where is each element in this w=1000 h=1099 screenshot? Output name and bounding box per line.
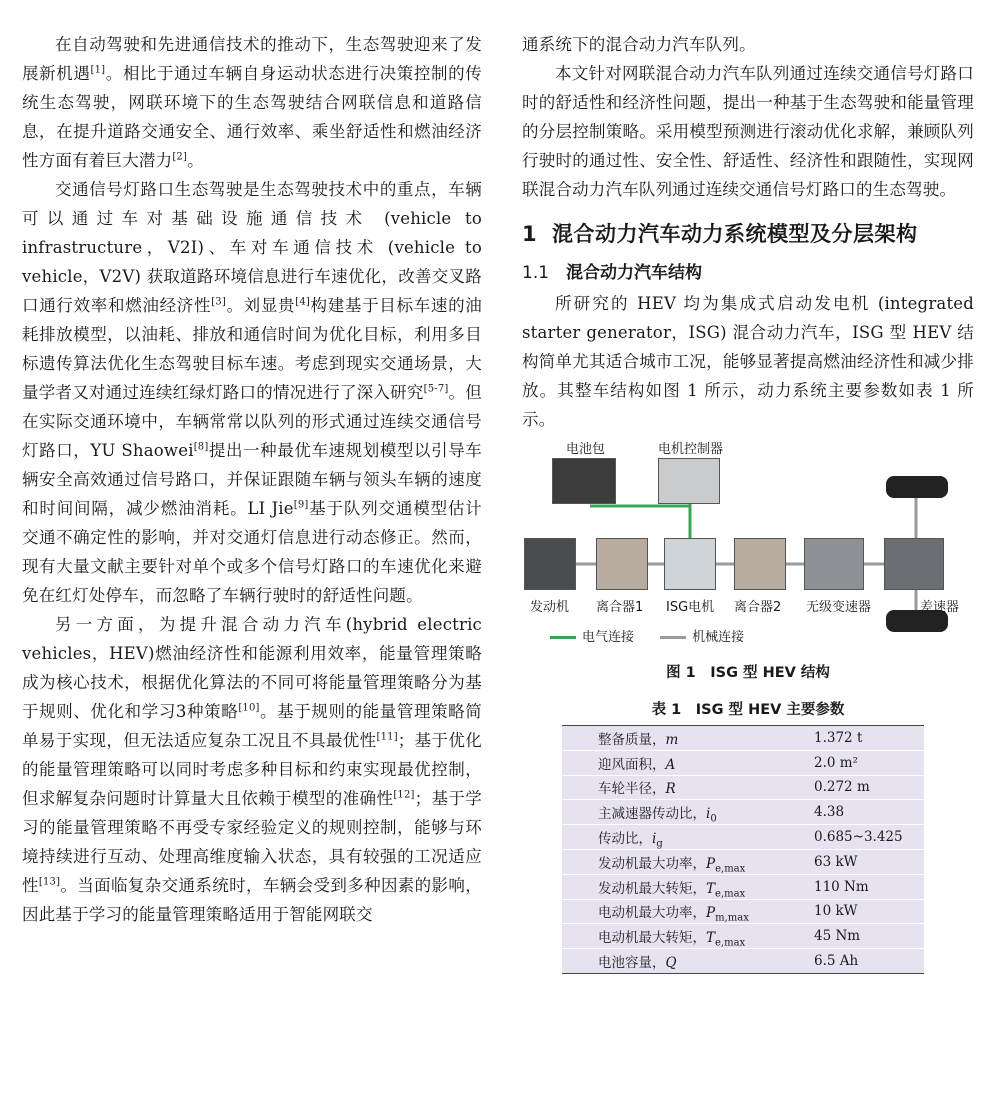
isg-motor-image [664,538,716,590]
param-name: 整备质量，m [562,726,814,751]
paragraph-continued: 通系统下的混合动力汽车队列。 [522,35,756,54]
table-row [562,849,924,874]
subsection-heading: 1.1 混合动力汽车结构 [522,263,702,283]
label-clutch2: 离合器2 [734,600,782,615]
param-name: 电动机最大转矩，$T_{e,max}$ [562,924,814,949]
paragraph-intersection: 交通信号灯路口生态驾驶是生态驾驶技术中的重点，车辆可以通过车对基础设施通信技术 (vehicle to infrastructure，V2I)、车对车通信技术 (vehicle to vehicle，V2V) 获取道路环境信息进行车速优化，改善交叉路口通行效率和燃油经济性[3]。刘显贵[4]构建基于目标车速的油耗排放模型，以油耗、排放和通信时间为优化目标，利用多目标遗传算法优化生态驾驶目标车速。考虑到现实交通场景，大量学者又对通过连续红绿灯路口的情况进行了深入研究[5-7]。但在实际交通环境中，车辆常常以队列的形式通过连续交通信号灯路口，YU Shaowei[8]提出一种最优车速规划模型以引导车辆安全高效通过信号路口，并保证跟随车辆与领头车辆的速度和时间间隔，减少燃油消耗。LI Jie[9]基于队列交通模型估计交通不确定性的影响，并对交通灯信息进行动态修正。然而，现有大量文献主要针对单个或多个信号灯路口的车速优化来避免在红灯处停车，而忽略了车辆行驶时的舒适性问题。 [22,180,483,605]
paragraph-energy-management: 另一方面，为提升混合动力汽车(hybrid electric vehicles，HEV)燃油经济性和能源利用效率，能量管理策略成为核心技术，根据优化算法的不同可将能量管理策略分为基于规则、优化和学习3种策略[10]。基于规则的能量管理策略简单易于实现，但无法适应复杂工况且不具最优性[11]；基于优化的能量管理策略可以同时考虑多种目标和约束实现最优控制，但求解复杂问题时计算量大且依赖于模型的准确性[12]；基于学习的能量管理策略不再受专家经验定义的规则控制，能够与环境持续进行互动、处理高维度输入状态，具有较强的工况适应性[13]。当面临复杂交通系统时，车辆会受到多种因素的影响，因此基于学习的能量管理策略适用于智能网联交 [22,615,483,924]
paragraph-objective: 本文针对网联混合动力汽车队列通过连续交通信号灯路口时的舒适性和经济性问题，提出一种基于生态驾驶和能量管理的分层控制策略。采用模型预测进行滚动优化求解，兼顾队列行驶时的通过性、安全性、舒适性、经济性和跟随性，实现网联混合动力汽车队列通过连续交通信号灯路口的生态驾驶。 [522,64,974,199]
citation[interactable]: [13] [38,876,61,888]
table-row [562,924,924,949]
label-cvt: 无级变速器 [806,600,872,615]
citation[interactable]: [2] [172,151,188,163]
legend-elec-swatch [550,636,576,639]
label-controller: 电机控制器 [658,442,724,457]
figure-legend [550,626,744,645]
tire-icon-top [886,476,948,498]
motor-controller-image [658,458,720,504]
param-value: 6.5 Ah [814,949,924,974]
citation[interactable]: [9] [293,499,309,511]
label-clutch1: 离合器1 [596,600,644,615]
table-row [562,775,924,800]
clutch1-image [596,538,648,590]
table-row [562,825,924,850]
params-table [562,725,924,974]
param-name: 迎风面积，A [562,750,814,775]
citation[interactable]: [4] [295,296,311,308]
param-value: 110 Nm [814,874,924,899]
table-row [562,750,924,775]
param-name: 发动机最大功率，$P_{e,max}$ [562,849,814,874]
differential-image [884,538,944,590]
citation[interactable]: [12] [393,789,415,801]
param-value: 0.685~3.425 [814,825,924,850]
legend-elec-label: 电气连接 [582,630,635,645]
section-heading: 1 混合动力汽车动力系统模型及分层架构 [522,222,918,246]
citation[interactable]: [5-7] [423,383,449,395]
table-caption: 表 1 ISG 型 HEV 主要参数 [651,702,845,718]
cvt-image [804,538,864,590]
param-value: 4.38 [814,800,924,825]
citation[interactable]: [10] [238,702,260,714]
citation[interactable]: [3] [211,296,226,308]
citation[interactable]: [1] [90,64,106,76]
param-name: 车轮半径，R [562,775,814,800]
clutch2-image [734,538,786,590]
citation[interactable]: [8] [193,441,209,453]
engine-image [524,538,576,590]
label-differential: 差速器 [920,600,960,615]
table-row [562,874,924,899]
figure-isg-hev-structure [522,442,974,651]
left-column [22,30,482,929]
legend-mech-swatch [660,636,686,639]
param-value: 63 kW [814,849,924,874]
figure-caption: 图 1 ISG 型 HEV 结构 [666,665,830,681]
param-name: 主减速器传动比，$i_0$ [562,800,814,825]
legend-mech-label: 机械连接 [692,630,745,645]
table-row [562,800,924,825]
param-value: 2.0 m² [814,750,924,775]
citation[interactable]: [11] [376,731,398,743]
battery-pack-image [552,458,616,504]
param-value: 45 Nm [814,924,924,949]
param-value: 0.272 m [814,775,924,800]
label-battery: 电池包 [566,442,606,457]
paragraph-intro: 在自动驾驶和先进通信技术的推动下，生态驾驶迎来了发展新机遇[1]。相比于通过车辆自身运动状态进行决策控制的传统生态驾驶，网联环境下的生态驾驶结合网联信息和道路信息，在提升道路交通安全、通行效率、乘坐舒适性和燃油经济性方面有着巨大潜力[2]。 [22,35,482,170]
param-name: 电动机最大功率，$P_{m,max}$ [562,899,814,924]
table-row [562,949,924,974]
param-value: 10 kW [814,899,924,924]
label-engine: 发动机 [530,600,570,615]
label-isg: ISG电机 [666,600,715,615]
right-column [522,30,974,974]
table-row [562,899,924,924]
param-name: 电池容量，Q [562,949,814,974]
param-value: 1.372 t [814,726,924,751]
param-name: 传动比，$i_g$ [562,825,814,850]
table-row [562,726,924,751]
param-name: 发动机最大转矩，$T_{e,max}$ [562,874,814,899]
paragraph-hev-structure: 所研究的 HEV 均为集成式启动发电机 (integrated starter generator，ISG) 混合动力汽车，ISG 型 HEV 结构简单尤其适合城市工况，能够显著提高燃油经济性和减少排放。其整车结构如图 1 所示，动力系统主要参数如表 1 所示。 [522,294,974,429]
